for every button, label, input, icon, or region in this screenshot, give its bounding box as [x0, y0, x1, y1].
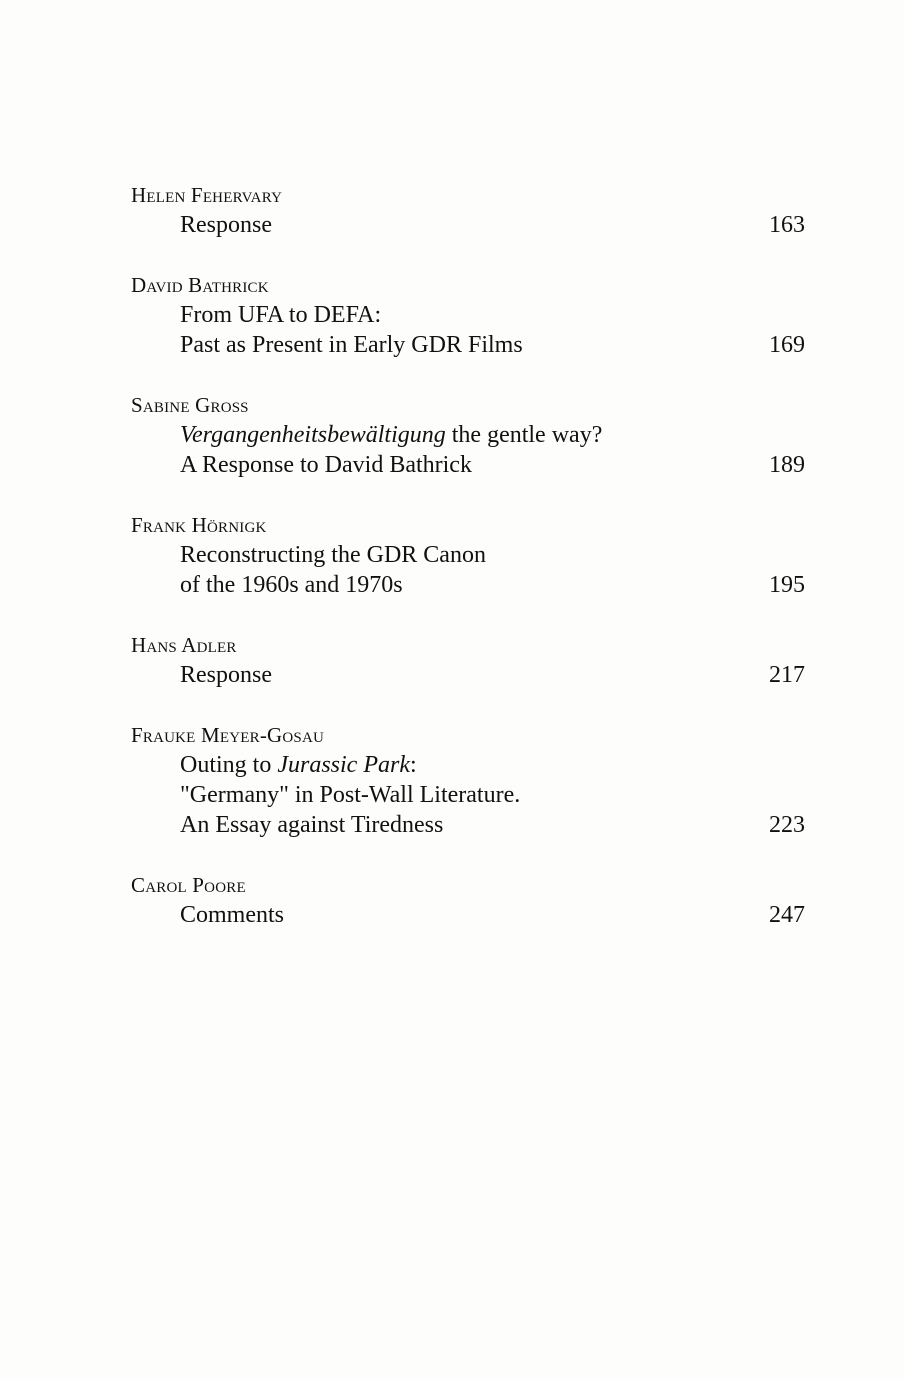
entry-page-number: 223: [769, 812, 805, 838]
entry-page-number: 217: [769, 662, 805, 688]
entry-title-line: [131, 570, 811, 600]
entry-title-italic: Vergangenheitsbewältigung: [180, 422, 446, 448]
entry-author: Carol Poore: [131, 873, 246, 897]
toc-entry: [131, 720, 811, 840]
entry-title-text: An Essay against Tiredness: [180, 812, 444, 838]
entry-page-number: 169: [769, 332, 805, 358]
entry-title-line: [131, 330, 811, 360]
entry-title-line: [131, 750, 811, 780]
toc-entry: [131, 510, 811, 600]
entry-title-text: A Response to David Bathrick: [180, 452, 472, 478]
entry-title-text: Outing to: [180, 752, 278, 778]
entry-title-line: [131, 660, 811, 690]
entry-title-line: [131, 540, 811, 570]
toc-entry: [131, 870, 811, 930]
toc-entry: [131, 630, 811, 690]
entry-page-number: 163: [769, 212, 805, 238]
entry-title-text: Response: [180, 212, 272, 238]
entry-title-italic: Jurassic Park: [277, 752, 410, 778]
entry-author: Hans Adler: [131, 633, 237, 657]
entry-page-number: 247: [769, 902, 805, 928]
entry-title-text: Reconstructing the GDR Canon: [180, 542, 486, 568]
entry-title-line: [131, 420, 811, 450]
entry-author: David Bathrick: [131, 273, 269, 297]
table-of-contents: [131, 180, 811, 960]
entry-title-line: [131, 780, 811, 810]
entry-title-text: Past as Present in Early GDR Films: [180, 332, 523, 358]
entry-page-number: 189: [769, 452, 805, 478]
toc-entry: [131, 180, 811, 240]
entry-title-text: the gentle way?: [445, 422, 603, 448]
entry-title-text: Response: [180, 662, 272, 688]
entry-title-text: Comments: [180, 902, 285, 928]
entry-title-line: [131, 900, 811, 930]
entry-title-line: [131, 810, 811, 840]
entry-title-text: of the 1960s and 1970s: [180, 572, 403, 598]
toc-entry: [131, 390, 811, 480]
entry-title-line: [131, 300, 811, 330]
entry-title-line: [131, 450, 811, 480]
entry-page-number: 195: [769, 572, 805, 598]
entry-author: Frank Hörnigk: [131, 513, 267, 537]
entry-author: Sabine Groß: [131, 393, 249, 417]
entry-title-text: "Germany" in Post-Wall Literature.: [180, 782, 521, 808]
entry-author: Helen Fehervary: [131, 183, 283, 207]
entry-title-line: [131, 210, 811, 240]
entry-title-text: From UFA to DEFA:: [180, 302, 382, 328]
toc-entry: [131, 270, 811, 360]
entry-title-text: :: [410, 752, 417, 778]
entry-author: Frauke Meyer-Gosau: [131, 723, 325, 747]
